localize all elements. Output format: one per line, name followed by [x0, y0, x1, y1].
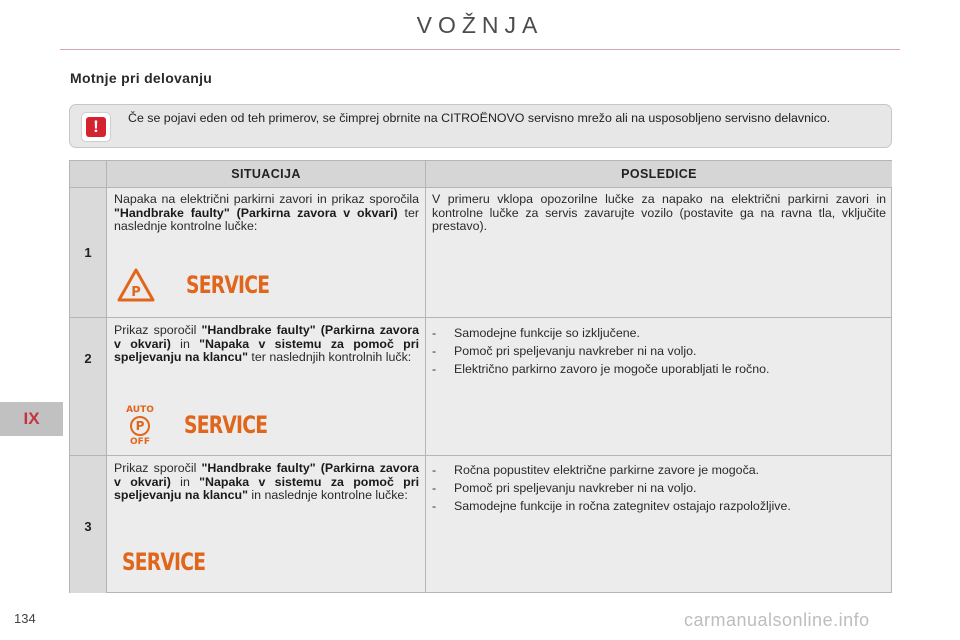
header-consequence: POSLEDICE — [426, 161, 892, 187]
consequence-item: - Električno parkirno zavoro je mogoče uporabljati le ročno. — [432, 360, 888, 378]
consequence-list — [432, 324, 888, 378]
page-number: 134 — [14, 611, 36, 626]
situation-text: Prikaz sporočil "Handbrake faulty" (Parkirna zavora v okvari) in "Napaka v sistemu za pomoč pri speljevanju na klancu" in naslednje kontrolne lučke: — [114, 461, 420, 503]
chapter-tab: IX — [0, 402, 63, 436]
page-title: VOŽNJA — [416, 12, 544, 38]
column-divider — [425, 161, 426, 593]
service-warning-icon: SERVICE — [184, 411, 268, 439]
parking-brake-fault-icon — [115, 267, 157, 305]
warning-box — [69, 104, 892, 148]
warning-exclamation-icon: ! — [81, 112, 111, 142]
consequence-item: - Ročna popustitev električne parkirne zavore je mogoča. — [432, 461, 888, 479]
fault-table — [69, 160, 892, 593]
situation-text: Napaka na električni parkirni zavori in prikaz sporočila "Handbrake faulty" (Parkirna zavora v okvari) ter naslednje kontrolne lučke: — [114, 192, 419, 234]
title-rule — [60, 49, 900, 50]
consequence-text: V primeru vklopa opozorilne lučke za napako na električni parkirni zavori in kontrolne lučke za servis zavarujte vozilo (postavite ga na ravna tla, vključite prestavo). — [432, 192, 886, 234]
consequence-list — [432, 461, 888, 515]
row-number: 1 — [84, 245, 92, 260]
consequence-item: - Pomoč pri speljevanju navkreber ni na voljo. — [432, 342, 888, 360]
watermark: carmanualsonline.info — [684, 610, 870, 630]
warning-text: Če se pojavi eden od teh primerov, se čimprej obrnite na CITROËNOVO servisno mrežo ali na usposobljeno servisno delavnico. — [128, 111, 831, 125]
situation-text: Prikaz sporočil "Handbrake faulty" (Parkirna zavora v okvari) in "Napaka v sistemu za pomoč pri speljevanju na klancu" ter naslednjih kontrolnih lučk: — [114, 323, 420, 365]
service-warning-icon: SERVICE — [122, 548, 206, 576]
row-divider — [70, 187, 892, 188]
section-title: Motnje pri delovanju — [70, 70, 213, 86]
row-number: 2 — [84, 351, 92, 366]
header-number-cell — [70, 161, 106, 187]
consequence-item: - Samodejne funkcije so izključene. — [432, 324, 888, 342]
auto-park-off-icon: AUTO P OFF — [126, 405, 154, 447]
column-divider — [106, 161, 107, 593]
header-situation: SITUACIJA — [107, 161, 425, 187]
consequence-item: - Samodejne funkcije in ročna zategnitev ostajajo razpoložljive. — [432, 497, 888, 515]
row-divider — [70, 317, 892, 318]
consequence-item: - Pomoč pri speljevanju navkreber ni na voljo. — [432, 479, 888, 497]
row-number: 3 — [84, 519, 92, 534]
service-warning-icon: SERVICE — [186, 271, 270, 299]
svg-text:P: P — [131, 285, 141, 300]
row-divider — [70, 455, 892, 456]
